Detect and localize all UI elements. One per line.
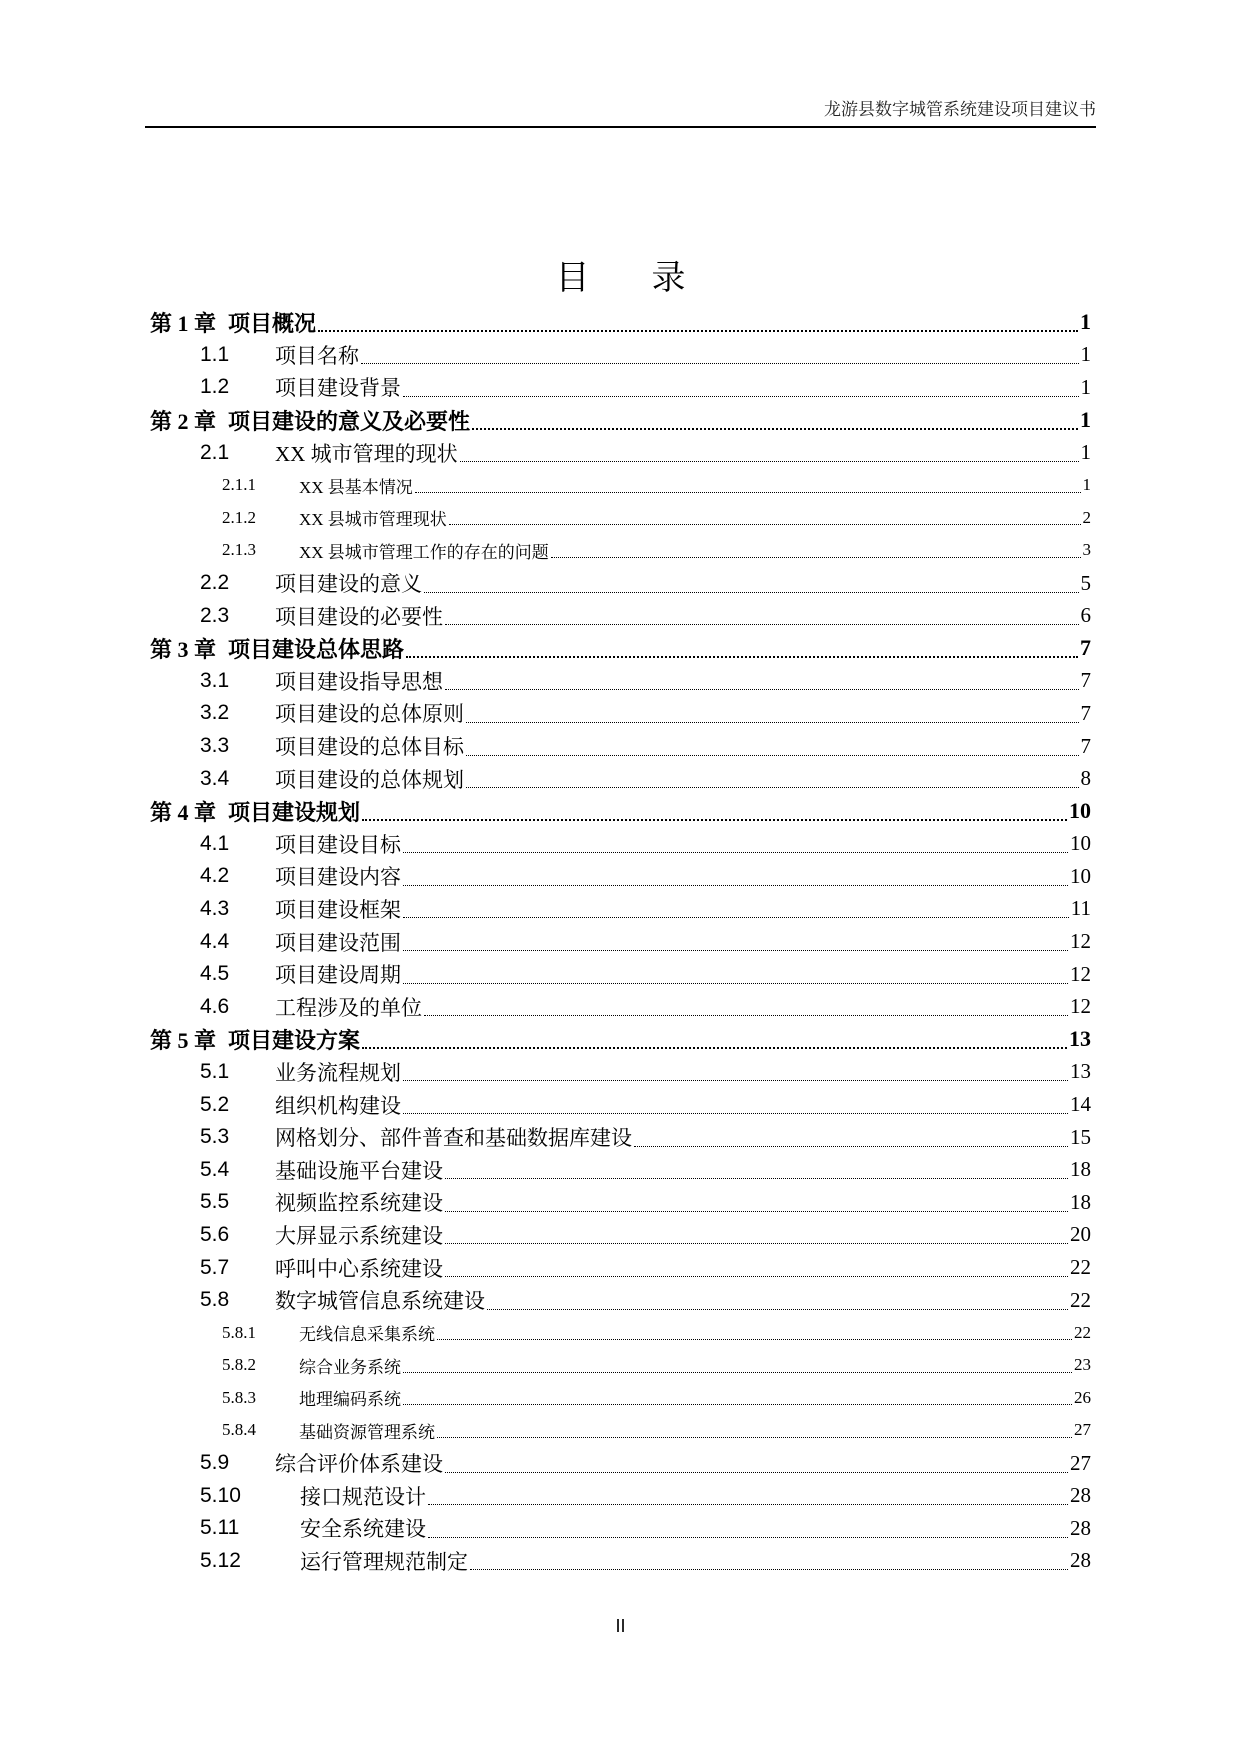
toc-entry-page: 1	[1080, 309, 1091, 335]
toc-entry-number: 5.11	[200, 1516, 240, 1540]
toc-dot-leader	[403, 1113, 1068, 1114]
toc-entry-number: 第 1 章	[150, 310, 217, 336]
toc-entry-number: 5.12	[200, 1548, 241, 1572]
toc-section-entry[interactable]	[170, 1186, 1091, 1219]
toc-entry-page: 13	[1069, 1026, 1091, 1052]
toc-entry-label: 项目建设目标	[275, 832, 401, 857]
toc-entry-number: 5.6	[200, 1222, 230, 1246]
toc-section-entry[interactable]	[170, 828, 1091, 861]
toc-entry-label: 项目建设的意义	[275, 572, 422, 597]
toc-entry-number: 5.8	[200, 1288, 230, 1312]
page-number: II	[615, 1616, 626, 1636]
toc-entry-number: 1.2	[200, 375, 230, 399]
toc-entry-label: 项目名称	[275, 343, 359, 368]
toc-entry-label: 视频监控系统建设	[275, 1191, 443, 1216]
toc-entry-page: 26	[1074, 1387, 1091, 1407]
toc-dot-leader	[424, 1015, 1068, 1016]
toc-dot-leader	[445, 1211, 1068, 1212]
toc-dot-leader	[437, 1437, 1072, 1438]
toc-entry-page: 2	[1082, 507, 1091, 527]
toc-section-entry[interactable]	[170, 925, 1091, 958]
toc-section-entry[interactable]	[170, 1219, 1091, 1252]
toc-entry-label: 项目建设背景	[275, 376, 401, 401]
toc-dot-leader	[445, 1178, 1068, 1179]
toc-entry-number: 2.3	[200, 603, 230, 627]
toc-entry-label: 数字城管信息系统建设	[275, 1289, 485, 1314]
toc-dot-leader	[361, 363, 1079, 364]
toc-entry-label: 项目建设范围	[275, 930, 401, 955]
toc-entry-label: 项目建设方案	[228, 1027, 361, 1053]
toc-entry-number: 5.8.1	[222, 1322, 256, 1342]
toc-dot-leader	[403, 983, 1068, 984]
toc-entry-page: 10	[1070, 831, 1091, 856]
toc-entry-page: 12	[1070, 929, 1091, 954]
toc-entry-number: 3.2	[200, 701, 230, 725]
toc-section-entry[interactable]	[170, 1479, 1091, 1512]
toc-entry-page: 1	[1080, 342, 1091, 367]
toc-entry-label: 工程涉及的单位	[275, 995, 422, 1020]
toc-dot-leader	[403, 852, 1068, 853]
toc-dot-leader	[403, 1372, 1072, 1373]
toc-entry-label: 地理编码系统	[299, 1390, 401, 1410]
toc-section-entry[interactable]	[170, 893, 1091, 926]
toc-entry-label: 项目建设总体思路	[228, 636, 405, 662]
toc-entry-number: 3.4	[200, 766, 230, 790]
toc-entry-label: 无线信息采集系统	[299, 1325, 435, 1345]
toc-section-entry[interactable]	[170, 1284, 1091, 1317]
toc-dot-leader	[403, 917, 1069, 918]
toc-dot-leader	[470, 1569, 1068, 1570]
toc-entry-number: 第 5 章	[150, 1027, 217, 1053]
toc-entry-number: 5.9	[200, 1451, 230, 1475]
toc-title: 目录	[555, 260, 748, 297]
toc-entry-page: 10	[1069, 798, 1091, 824]
toc-entry-label: 项目建设的必要性	[275, 604, 443, 629]
toc-entry-label: 基础设施平台建设	[275, 1158, 443, 1183]
toc-chapter-entry[interactable]	[150, 306, 1091, 339]
toc-dot-leader	[415, 492, 1081, 493]
toc-subsection-entry[interactable]	[170, 1349, 1091, 1382]
toc-entry-page: 7	[1080, 733, 1091, 758]
toc-dot-leader	[362, 1047, 1067, 1049]
toc-entry-number: 第 4 章	[150, 799, 217, 825]
toc-dot-leader	[445, 1243, 1068, 1244]
toc-dot-leader	[445, 689, 1079, 690]
toc-entry-page: 14	[1070, 1092, 1091, 1117]
toc-entry-label: 接口规范设计	[300, 1484, 426, 1509]
toc-section-entry[interactable]	[170, 1545, 1091, 1578]
toc-entry-page: 12	[1070, 961, 1091, 986]
toc-section-entry[interactable]	[170, 567, 1091, 600]
toc-entry-number: 2.1.3	[222, 540, 256, 560]
toc-entry-number: 5.5	[200, 1190, 230, 1214]
toc-entry-page: 23	[1074, 1355, 1091, 1375]
toc-dot-leader	[428, 1537, 1068, 1538]
toc-entry-label: 综合评价体系建设	[275, 1452, 443, 1477]
toc-entry-label: 项目建设周期	[275, 963, 401, 988]
toc-chapter-entry[interactable]	[150, 795, 1091, 828]
toc-entry-page: 18	[1070, 1157, 1091, 1182]
toc-entry-page: 10	[1070, 863, 1091, 888]
toc-entry-label: 运行管理规范制定	[300, 1549, 468, 1574]
toc-entry-number: 5.3	[200, 1125, 230, 1149]
toc-entry-label: 基础资源管理系统	[299, 1422, 435, 1442]
toc-entry-number: 5.8.3	[222, 1387, 256, 1407]
toc-entry-number: 3.1	[200, 668, 230, 692]
toc-entry-number: 4.3	[200, 896, 230, 920]
toc-dot-leader	[437, 1339, 1072, 1340]
toc-entry-number: 2.1	[200, 440, 230, 464]
toc-entry-number: 2.1.1	[222, 475, 256, 495]
toc-section-entry[interactable]	[170, 1153, 1091, 1186]
toc-dot-leader	[634, 1146, 1068, 1147]
toc-entry-page: 12	[1070, 994, 1091, 1019]
toc-chapter-entry[interactable]	[150, 404, 1091, 437]
toc-section-entry[interactable]	[170, 1447, 1091, 1480]
toc-entry-label: XX 县基本情况	[299, 477, 413, 497]
toc-dot-leader	[487, 1309, 1068, 1310]
toc-entry-number: 4.2	[200, 864, 230, 888]
toc-entry-label: 组织机构建设	[275, 1093, 401, 1118]
toc-entry-page: 27	[1070, 1450, 1091, 1475]
toc-entry-number: 4.6	[200, 994, 230, 1018]
toc-entry-label: 业务流程规划	[275, 1060, 401, 1085]
toc-entry-page: 1	[1080, 407, 1091, 433]
toc-entry-number: 5.2	[200, 1092, 230, 1116]
toc-dot-leader	[318, 330, 1078, 332]
toc-entry-label: 项目建设规划	[228, 799, 361, 825]
toc-entry-number: 1.1	[200, 342, 230, 366]
toc-section-entry[interactable]	[170, 339, 1091, 372]
toc-subsection-entry[interactable]	[170, 1382, 1091, 1415]
toc-subsection-entry[interactable]	[170, 469, 1091, 502]
toc-section-entry[interactable]	[170, 958, 1091, 991]
toc-entry-number: 3.3	[200, 734, 230, 758]
toc-section-entry[interactable]	[170, 1121, 1091, 1154]
toc-entry-page: 1	[1080, 440, 1091, 465]
toc-entry-page: 22	[1074, 1322, 1091, 1342]
toc-section-entry[interactable]	[170, 371, 1091, 404]
toc-entry-page: 15	[1070, 1124, 1091, 1149]
toc-entry-label: 安全系统建设	[300, 1517, 426, 1542]
toc-entry-page: 11	[1070, 896, 1091, 921]
toc-entry-label: 网格划分、部件普查和基础数据库建设	[275, 1126, 632, 1151]
toc-entry-label: 项目建设内容	[275, 865, 401, 890]
toc-dot-leader	[466, 722, 1079, 723]
toc-entry-number: 5.4	[200, 1157, 230, 1181]
toc-entry-number: 5.1	[200, 1059, 230, 1083]
toc-entry-label: XX 县城市管理工作的存在的问题	[299, 542, 549, 562]
toc-entry-page: 22	[1070, 1287, 1091, 1312]
toc-entry-page: 7	[1080, 668, 1091, 693]
toc-entry-page: 8	[1080, 766, 1091, 791]
toc-dot-leader	[445, 1276, 1068, 1277]
toc-dot-leader	[449, 524, 1081, 525]
toc-subsection-entry[interactable]	[170, 1316, 1091, 1349]
toc-dot-leader	[428, 1504, 1068, 1505]
toc-dot-leader	[403, 1080, 1068, 1081]
toc-section-entry[interactable]	[170, 1251, 1091, 1284]
toc-entry-number: 4.1	[200, 831, 230, 855]
toc-entry-number: 2.2	[200, 571, 230, 595]
toc-entry-label: 项目建设的意义及必要性	[228, 408, 471, 434]
toc-section-entry[interactable]	[170, 1056, 1091, 1089]
toc-entry-number: 第 3 章	[150, 636, 217, 662]
toc-entry-label: 大屏显示系统建设	[275, 1223, 443, 1248]
toc-entry-number: 5.8.2	[222, 1355, 256, 1375]
toc-entry-label: XX 城市管理的现状	[275, 441, 458, 466]
toc-section-entry[interactable]	[170, 1088, 1091, 1121]
toc-entry-label: 项目概况	[228, 310, 317, 336]
toc-entry-page: 22	[1070, 1255, 1091, 1280]
toc-entry-label: 呼叫中心系统建设	[275, 1256, 443, 1281]
toc-section-entry[interactable]	[170, 762, 1091, 795]
toc-subsection-entry[interactable]	[170, 534, 1091, 567]
toc-entry-page: 13	[1070, 1059, 1091, 1084]
toc-entry-label: 项目建设的总体原则	[275, 702, 464, 727]
toc-chapter-entry[interactable]	[150, 632, 1091, 665]
toc-entry-number: 5.8.4	[222, 1420, 256, 1440]
toc-entry-number: 4.4	[200, 929, 230, 953]
toc-dot-leader	[403, 950, 1068, 951]
toc-dot-leader	[424, 592, 1079, 593]
toc-entry-label: 项目建设指导思想	[275, 669, 443, 694]
toc-entry-page: 6	[1080, 603, 1091, 628]
toc-entry-page: 1	[1082, 475, 1091, 495]
toc-dot-leader	[445, 624, 1079, 625]
toc-section-entry[interactable]	[170, 730, 1091, 763]
toc-dot-leader	[403, 396, 1079, 397]
toc-dot-leader	[406, 656, 1078, 658]
toc-dot-leader	[403, 1404, 1072, 1405]
toc-dot-leader	[466, 755, 1079, 756]
document-title: 龙游县数字城管系统建设项目建议书	[824, 100, 1096, 119]
toc-entry-number: 5.10	[200, 1483, 241, 1507]
toc-entry-label: 项目建设的总体目标	[275, 735, 464, 760]
toc-entry-page: 1	[1080, 374, 1091, 399]
toc-entry-page: 18	[1070, 1189, 1091, 1214]
toc-section-entry[interactable]	[170, 697, 1091, 730]
toc-entry-label: 项目建设框架	[275, 897, 401, 922]
toc-entry-number: 2.1.2	[222, 507, 256, 527]
toc-dot-leader	[472, 428, 1078, 430]
toc-section-entry[interactable]	[170, 436, 1091, 469]
toc-dot-leader	[466, 787, 1079, 788]
toc-dot-leader	[403, 885, 1068, 886]
toc-entry-page: 7	[1080, 700, 1091, 725]
toc-entry-label: 项目建设的总体规划	[275, 767, 464, 792]
toc-entry-number: 5.7	[200, 1255, 230, 1279]
toc-entry-label: 综合业务系统	[299, 1357, 401, 1377]
toc-entry-page: 20	[1070, 1222, 1091, 1247]
toc-entry-page: 28	[1070, 1548, 1091, 1573]
toc-entry-page: 7	[1080, 635, 1091, 661]
toc-section-entry[interactable]	[170, 990, 1091, 1023]
toc-dot-leader	[445, 1472, 1068, 1473]
toc-section-entry[interactable]	[170, 860, 1091, 893]
toc-section-entry[interactable]	[170, 599, 1091, 632]
page-header	[145, 96, 1096, 128]
toc-section-entry[interactable]	[170, 1512, 1091, 1545]
toc-entry-page: 3	[1082, 540, 1091, 560]
toc-section-entry[interactable]	[170, 665, 1091, 698]
toc-dot-leader	[362, 819, 1067, 821]
toc-dot-leader	[551, 557, 1081, 558]
toc-entry-number: 第 2 章	[150, 408, 217, 434]
toc-entry-number: 4.5	[200, 962, 230, 986]
toc-entry-page: 27	[1074, 1420, 1091, 1440]
toc-entry-page: 28	[1070, 1515, 1091, 1540]
toc-subsection-entry[interactable]	[170, 502, 1091, 535]
toc-dot-leader	[460, 461, 1079, 462]
toc-subsection-entry[interactable]	[170, 1414, 1091, 1447]
table-of-contents	[150, 306, 1091, 1577]
toc-entry-page: 5	[1080, 570, 1091, 595]
toc-entry-page: 28	[1070, 1483, 1091, 1508]
toc-entry-label: XX 县城市管理现状	[299, 510, 447, 530]
toc-chapter-entry[interactable]	[150, 1023, 1091, 1056]
